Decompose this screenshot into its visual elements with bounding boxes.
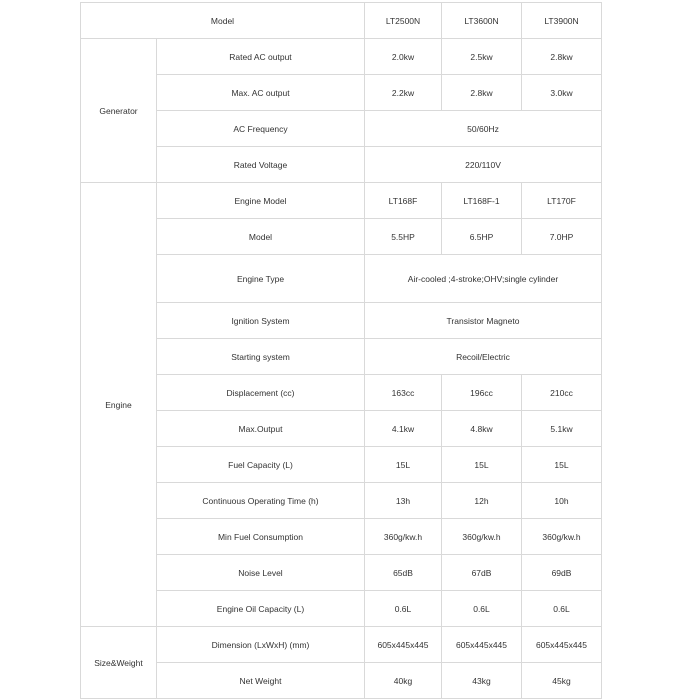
header-model-2: LT3600N bbox=[442, 3, 522, 39]
spec-value: 210cc bbox=[522, 375, 602, 411]
spec-value: 0.6L bbox=[522, 591, 602, 627]
spec-value: 605x445x445 bbox=[522, 627, 602, 663]
spec-value: 3.0kw bbox=[522, 75, 602, 111]
spec-value: LT170F bbox=[522, 183, 602, 219]
spec-value: 0.6L bbox=[442, 591, 522, 627]
spec-value: 5.1kw bbox=[522, 411, 602, 447]
spec-value: 0.6L bbox=[365, 591, 442, 627]
spec-label: Engine Model bbox=[157, 183, 365, 219]
table-row bbox=[81, 483, 602, 519]
table-row bbox=[81, 183, 602, 219]
table-row bbox=[81, 519, 602, 555]
table-row bbox=[81, 411, 602, 447]
table-row bbox=[81, 447, 602, 483]
spec-label: Fuel Capacity (L) bbox=[157, 447, 365, 483]
spec-value: 69dB bbox=[522, 555, 602, 591]
spec-value: 6.5HP bbox=[442, 219, 522, 255]
spec-value: 43kg bbox=[442, 663, 522, 699]
spec-label: Rated AC output bbox=[157, 39, 365, 75]
spec-label: Ignition System bbox=[157, 303, 365, 339]
spec-value: 45kg bbox=[522, 663, 602, 699]
table-row bbox=[81, 555, 602, 591]
spec-value: LT168F bbox=[365, 183, 442, 219]
table-row bbox=[81, 591, 602, 627]
table-row bbox=[81, 663, 602, 699]
spec-value: Recoil/Electric bbox=[365, 339, 602, 375]
table-row bbox=[81, 627, 602, 663]
spec-label: Continuous Operating Time (h) bbox=[157, 483, 365, 519]
spec-value: 4.1kw bbox=[365, 411, 442, 447]
header-row bbox=[81, 3, 602, 39]
spec-value: 163cc bbox=[365, 375, 442, 411]
section-label: Generator bbox=[81, 39, 157, 183]
spec-value: 360g/kw.h bbox=[522, 519, 602, 555]
table-row bbox=[81, 375, 602, 411]
header-label: Model bbox=[81, 3, 365, 39]
spec-value: 360g/kw.h bbox=[442, 519, 522, 555]
spec-label: Starting system bbox=[157, 339, 365, 375]
header-model-3: LT3900N bbox=[522, 3, 602, 39]
spec-label: Noise Level bbox=[157, 555, 365, 591]
spec-value: 7.0HP bbox=[522, 219, 602, 255]
spec-value: 2.0kw bbox=[365, 39, 442, 75]
spec-value: Transistor Magneto bbox=[365, 303, 602, 339]
spec-label: Engine Oil Capacity (L) bbox=[157, 591, 365, 627]
spec-value: 10h bbox=[522, 483, 602, 519]
section-label: Engine bbox=[81, 183, 157, 627]
spec-value: 360g/kw.h bbox=[365, 519, 442, 555]
table-row bbox=[81, 147, 602, 183]
spec-value: 40kg bbox=[365, 663, 442, 699]
spec-label: Net Weight bbox=[157, 663, 365, 699]
spec-table-body bbox=[81, 3, 602, 699]
spec-label: Max. AC output bbox=[157, 75, 365, 111]
spec-label: Max.Output bbox=[157, 411, 365, 447]
spec-value: 67dB bbox=[442, 555, 522, 591]
spec-value: 15L bbox=[442, 447, 522, 483]
spec-value: 50/60Hz bbox=[365, 111, 602, 147]
spec-value: 65dB bbox=[365, 555, 442, 591]
spec-label: AC Frequency bbox=[157, 111, 365, 147]
table-row bbox=[81, 339, 602, 375]
spec-value: 605x445x445 bbox=[442, 627, 522, 663]
spec-value: 2.8kw bbox=[442, 75, 522, 111]
table-row bbox=[81, 219, 602, 255]
table-row bbox=[81, 303, 602, 339]
spec-value: Air-cooled ;4-stroke;OHV;single cylinder bbox=[365, 255, 602, 303]
table-row bbox=[81, 39, 602, 75]
spec-table bbox=[80, 2, 602, 699]
spec-value: 220/110V bbox=[365, 147, 602, 183]
header-model-1: LT2500N bbox=[365, 3, 442, 39]
spec-value: 13h bbox=[365, 483, 442, 519]
spec-value: 5.5HP bbox=[365, 219, 442, 255]
spec-value: 196cc bbox=[442, 375, 522, 411]
spec-label: Engine Type bbox=[157, 255, 365, 303]
spec-value: 605x445x445 bbox=[365, 627, 442, 663]
spec-value: 4.8kw bbox=[442, 411, 522, 447]
table-row bbox=[81, 75, 602, 111]
spec-value: 2.2kw bbox=[365, 75, 442, 111]
spec-label: Rated Voltage bbox=[157, 147, 365, 183]
spec-value: 15L bbox=[365, 447, 442, 483]
spec-value: 15L bbox=[522, 447, 602, 483]
section-label: Size&Weight bbox=[81, 627, 157, 699]
spec-value: LT168F-1 bbox=[442, 183, 522, 219]
spec-label: Min Fuel Consumption bbox=[157, 519, 365, 555]
spec-value: 2.8kw bbox=[522, 39, 602, 75]
table-row bbox=[81, 111, 602, 147]
spec-label: Model bbox=[157, 219, 365, 255]
spec-label: Displacement (cc) bbox=[157, 375, 365, 411]
spec-value: 12h bbox=[442, 483, 522, 519]
spec-value: 2.5kw bbox=[442, 39, 522, 75]
spec-label: Dimension (LxWxH) (mm) bbox=[157, 627, 365, 663]
table-row bbox=[81, 255, 602, 303]
